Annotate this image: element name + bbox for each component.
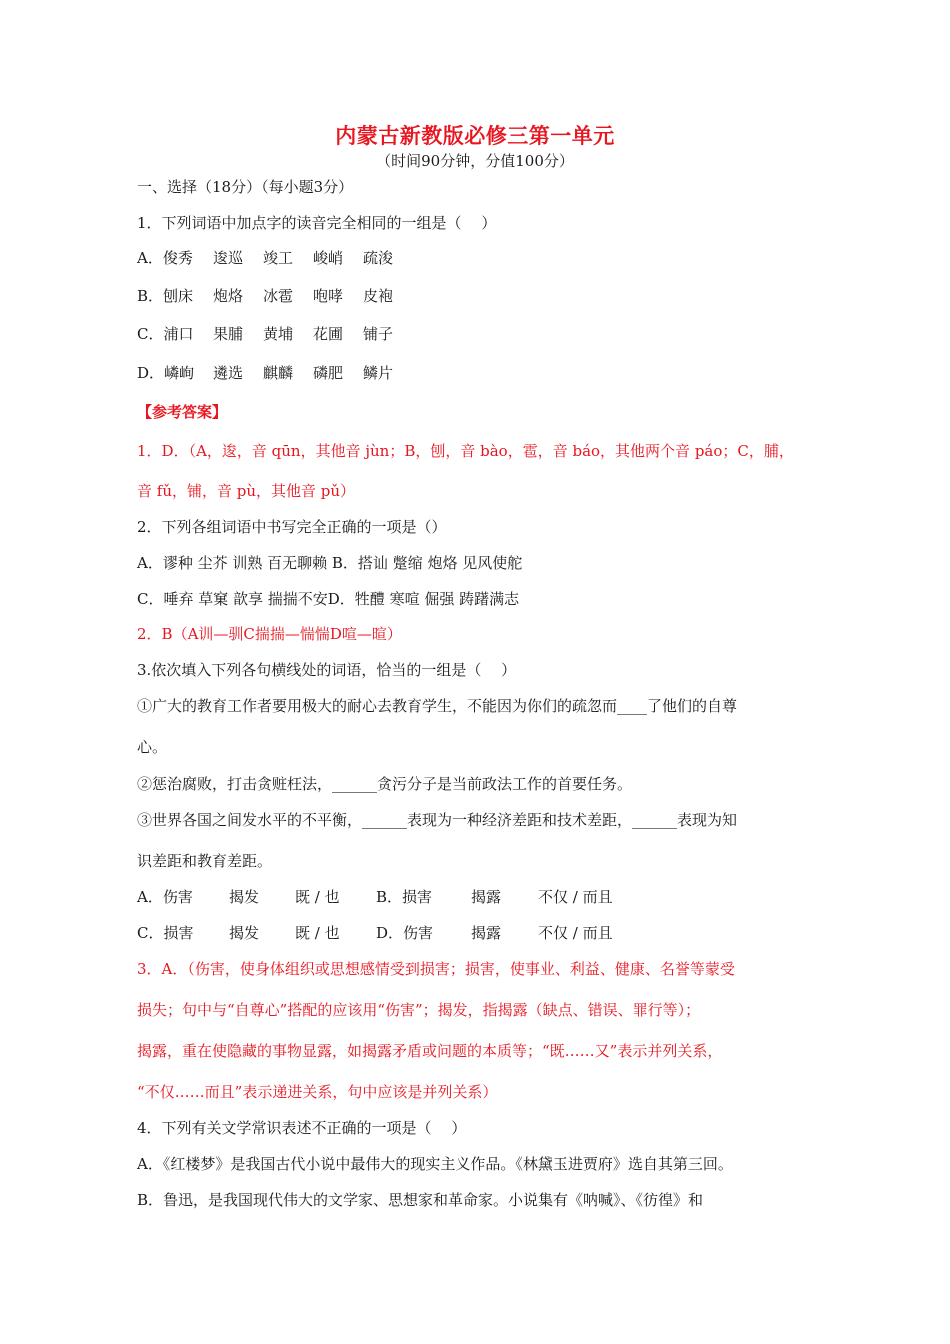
question-3-options-cd	[137, 923, 613, 943]
option-word: 疏浚	[363, 249, 394, 267]
document-title: 内蒙古新教版必修三第一单元	[335, 124, 615, 148]
document-subtitle: （时间90分钟，分值100分）	[376, 152, 574, 170]
option-word: 不仅 / 而且	[538, 924, 613, 942]
option-word: B．刨床	[137, 287, 194, 305]
question-4-stem: 4．下列有关文学常识表述不正确的一项是（ ）	[137, 1119, 467, 1137]
option-word: 不仅 / 而且	[538, 888, 613, 906]
question-2-stem: 2．下列各组词语中书写完全正确的一项是（）	[137, 518, 447, 536]
option-word: 揭发	[229, 924, 260, 942]
answer-header: 【参考答案】	[137, 403, 228, 421]
option-word: D．嶙峋	[137, 364, 195, 382]
option-word: 花圃	[313, 325, 344, 343]
question-2-options-cd: C．唾弃 草窠 歆享 揣揣不安D．牲醴 寒喧 倔强 踌躇满志	[137, 590, 520, 608]
question-1-stem: 1．下列词语中加点字的读音完全相同的一组是（ ）	[137, 214, 497, 232]
option-word: 皮袍	[363, 287, 394, 305]
option-word: 揭露	[471, 924, 502, 942]
question-1-option-b	[137, 286, 393, 306]
question-3-sentence-1-cont: 心。	[137, 738, 168, 756]
question-2-options-ab: A．谬种 尘芥 训熟 百无聊赖 B．搭讪 蹩缩 炮烙 见风使舵	[137, 554, 523, 572]
option-word: 咆哮	[313, 287, 344, 305]
option-word: 鳞片	[363, 364, 394, 382]
option-word: 既 / 也	[295, 924, 340, 942]
section-heading: 一、选择（18分）（每小题3分）	[137, 178, 354, 196]
option-word: 揭露	[471, 888, 502, 906]
option-word: D．伤害	[376, 924, 434, 942]
answer-3-line-4: “不仅……而且”表示递进关系，句中应该是并列关系）	[137, 1083, 498, 1101]
answer-3-line-3: 揭露，重在使隐藏的事物显露，如揭露矛盾或问题的本质等；“既……又”表示并列关系，	[137, 1042, 723, 1060]
question-1-option-d	[137, 363, 393, 383]
question-3-sentence-3-cont: 识差距和教育差距。	[137, 852, 273, 870]
question-3-options-ab	[137, 887, 613, 907]
answer-3-line-1: 3．A．（伤害，使身体组织或思想感情受到损害；损害，使事业、利益、健康、名誉等蒙受	[137, 960, 735, 978]
option-word: 磷肥	[313, 364, 344, 382]
option-word: C．损害	[137, 924, 194, 942]
question-3-sentence-1: ①广大的教育工作者要用极大的耐心去教育学生，不能因为你们的疏忽而____了他们的自尊	[137, 697, 738, 715]
option-word: 峻峭	[313, 249, 344, 267]
option-word: 逡巡	[213, 249, 244, 267]
answer-3-line-2: 损失；句中与“自尊心”搭配的应该用“伤害”；揭发，指揭露（缺点、错误、罪行等）；	[137, 1001, 701, 1019]
answer-1-line-2: 音 fǔ，铺，音 pù，其他音 pǔ）	[137, 482, 356, 500]
question-4-option-a: A．《红楼梦》是我国古代小说中最伟大的现实主义作品。《林黛玉进贾府》选自其第三回。	[137, 1155, 733, 1173]
question-1-option-c	[137, 324, 393, 344]
option-word: 麒麟	[263, 364, 294, 382]
question-3-sentence-3: ③世界各国之间发水平的不平衡，______表现为一种经济差距和技术差距，______表现为知	[137, 811, 738, 829]
option-word: 遴选	[213, 364, 244, 382]
option-word: C．浦口	[137, 325, 194, 343]
option-word: 既 / 也	[295, 888, 340, 906]
answer-2: 2．B（A训—驯C揣揣—惴惴D喧—暄）	[137, 625, 402, 643]
option-word: 黄埔	[263, 325, 294, 343]
question-3-sentence-2: ②惩治腐败，打击贪赃枉法，______贪污分子是当前政法工作的首要任务。	[137, 775, 633, 793]
question-1-option-a	[137, 248, 393, 268]
option-word: A．伤害	[137, 888, 193, 906]
answer-1-line-1: 1．D．（A，逡，音 qūn，其他音 jùn；B，刨，音 bào，雹，音 báo，其他两个音 páo；C，脯，	[137, 442, 794, 460]
option-word: A．俊秀	[137, 249, 193, 267]
option-word: B．损害	[376, 888, 433, 906]
option-word: 揭发	[229, 888, 260, 906]
question-3-stem: 3.依次填入下列各句横线处的词语，恰当的一组是（ ）	[137, 661, 517, 679]
option-word: 竣工	[263, 249, 294, 267]
option-word: 冰雹	[263, 287, 294, 305]
option-word: 炮烙	[213, 287, 244, 305]
question-4-option-b: B．鲁迅，是我国现代伟大的文学家、思想家和革命家。小说集有《呐喊》、《彷徨》和	[137, 1191, 704, 1209]
option-word: 果脯	[213, 325, 244, 343]
option-word: 铺子	[363, 325, 394, 343]
